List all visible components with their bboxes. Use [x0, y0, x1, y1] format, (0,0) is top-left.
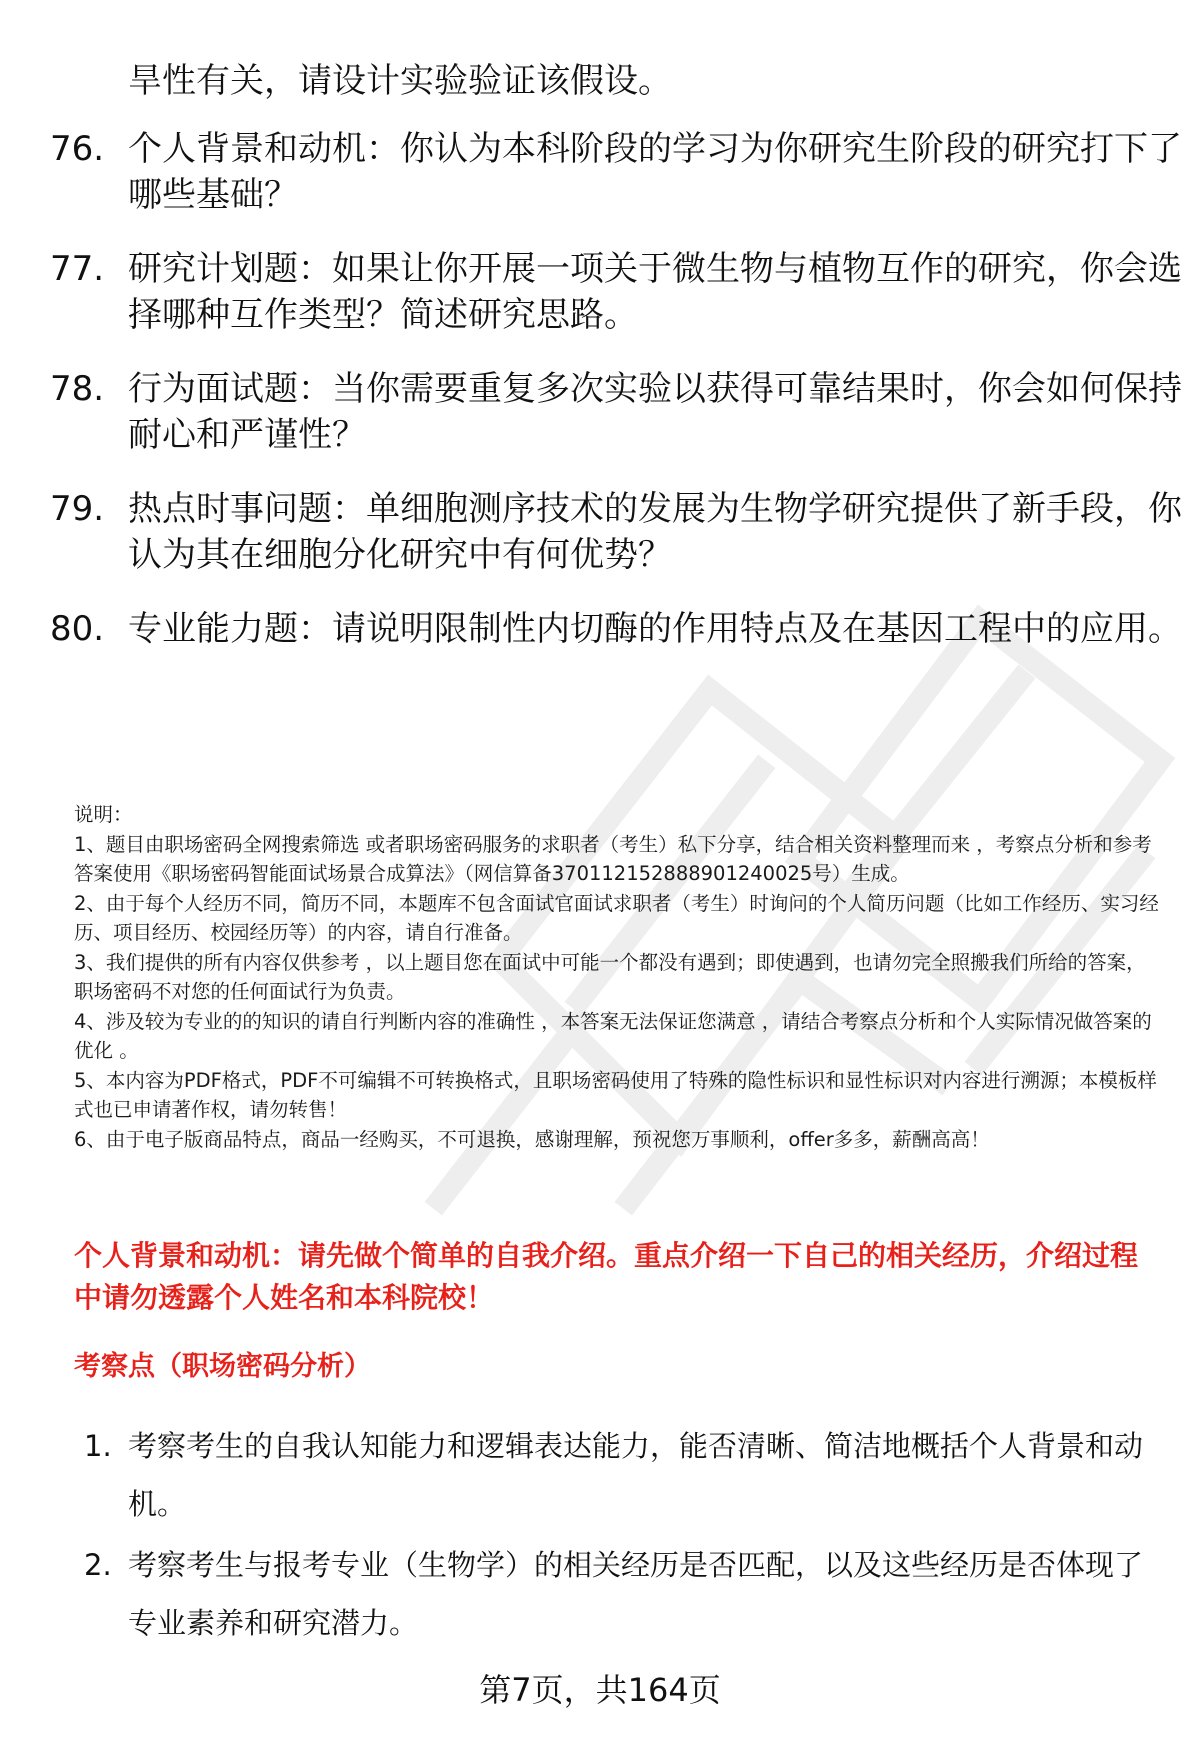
point-text: 考察考生与报考专业（生物学）的相关经历是否匹配，以及这些经历是否体现了专业素养和研究潜力。 — [128, 1548, 1144, 1640]
question-text: 研究计划题：如果让你开展一项关于微生物与植物互作的研究，你会选择哪种互作类型？简述研究思路。 — [128, 249, 1182, 335]
question-text: 专业能力题：请说明限制性内切酶的作用特点及在基因工程中的应用。 — [128, 609, 1182, 649]
section-heading: 个人背景和动机：请先做个简单的自我介绍。重点介绍一下自己的相关经历，介绍过程中请勿透露个人姓名和本科院校！ — [74, 1239, 1139, 1314]
question-number: 78. — [50, 369, 105, 409]
point-number: 1. — [84, 1429, 112, 1463]
question-text: 行为面试题：当你需要重复多次实验以获得可靠结果时，你会如何保持耐心和严谨性？ — [128, 369, 1182, 455]
page-footer: 第7页，共164页 — [479, 1671, 721, 1709]
section-subheading: 考察点（职场密码分析） — [74, 1351, 371, 1382]
notes-title: 说明： — [74, 803, 133, 826]
question-number: 80. — [50, 609, 105, 649]
question-text: 个人背景和动机：你认为本科阶段的学习为你研究生阶段的研究打下了哪些基础？ — [128, 129, 1182, 215]
notes-item: 3、我们提供的所有内容仅供参考 ，以上题目您在面试中可能一个都没有遇到；即使遇到，也请勿完全照搬我们所给的答案，职场密码不对您的任何面试行为负责。 — [74, 950, 1146, 1003]
notes-section — [74, 800, 1160, 1154]
notes-item: 1、题目由职场密码全网搜索筛选 或者职场密码服务的求职者（考生）私下分享，结合相关资料整理而来 ，考察点分析和参考答案使用《职场密码智能面试场景合成算法》（网信算备370112152888901240025号）生成。 — [74, 832, 1152, 885]
point-number: 2. — [84, 1548, 112, 1582]
question-number: 79. — [50, 489, 105, 529]
notes-item: 6、由于电子版商品特点，商品一经购买，不可退换，感谢理解，预祝您万事顺利，offer多多，薪酬高高！ — [74, 1127, 990, 1151]
continuation-text: 旱性有关，请设计实验验证该假设。 — [128, 61, 672, 101]
point-text: 考察考生的自我认知能力和逻辑表达能力，能否清晰、简洁地概括个人背景和动机。 — [128, 1429, 1144, 1521]
question-number: 77. — [50, 249, 105, 289]
notes-item: 4、涉及较为专业的的知识的请自行判断内容的准确性 ，本答案无法保证您满意 ，请结合考察点分析和个人实际情况做答案的优化 。 — [74, 1009, 1152, 1062]
question-number: 76. — [50, 129, 105, 169]
notes-item: 5、本内容为PDF格式，PDF不可编辑不可转换格式，且职场密码使用了特殊的隐性标识和显性标识对内容进行溯源；本模板样式也已申请著作权，请勿转售！ — [74, 1068, 1157, 1121]
question-text: 热点时事问题：单细胞测序技术的发展为生物学研究提供了新手段，你认为其在细胞分化研究中有何优势？ — [128, 489, 1182, 575]
notes-item: 2、由于每个人经历不同，简历不同，本题库不包含面试官面试求职者（考生）时询问的个人简历问题（比如工作经历、实习经历、项目经历、校园经历等）的内容，请自行准备。 — [74, 891, 1159, 944]
